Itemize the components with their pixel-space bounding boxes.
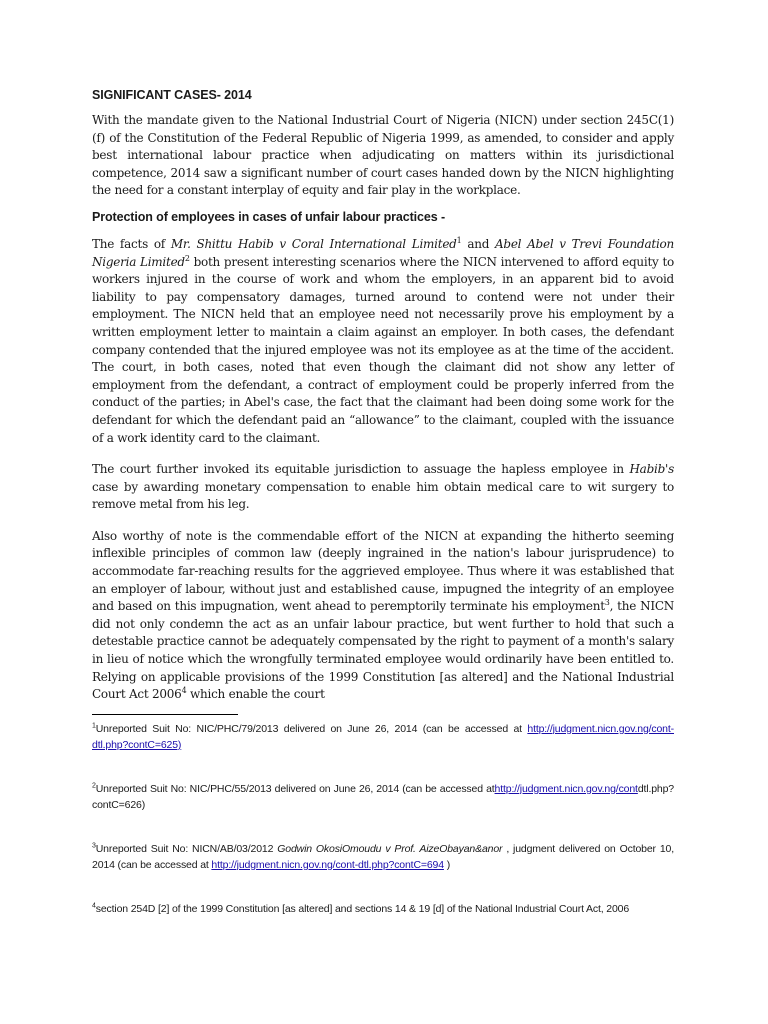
footnote-4: [92, 901, 674, 917]
case-name-abel: Abel Abel v Trevi Foundation Nigeria Limited: [92, 236, 674, 269]
footnote-text: Unreported Suit No: NICN/AB/03/2012: [95, 842, 278, 855]
footnote-2: [92, 781, 674, 813]
footnote-text: , judgment delivered on October 10, 2014 (can be accessed at: [92, 842, 674, 871]
text-run: Also worthy of note is the commendable effort of the NICN at expanding the hitherto seeming inflexible principles of common law (deeply ingrained in the nation's labour jurisprudence) to accommodate far-reaching results for the aggrieved employee. Thus where it was established that an employer of labour, without just and established cause, impugned the integrity of an employee and based on this impugnation, went ahead to peremptorily terminate his employment: [92, 528, 674, 614]
case-name-ref: Habib's: [629, 462, 674, 477]
section-heading: Protection of employees in cases of unfair labour practices -: [92, 209, 446, 224]
paragraph-equitable: [92, 461, 674, 514]
footnote-link-2[interactable]: http://judgment.nicn.gov.ng/cont: [494, 782, 638, 795]
footnote-divider: [92, 714, 238, 715]
footnote-number: 4: [92, 902, 96, 910]
text-run: The facts of: [92, 236, 171, 251]
text-run: both present interesting scenarios where the NICN intervened to afford equity to workers injured in the course of work and whom the employers, in an apparent bid to avoid liability to pay compensatory damages, turned around to contend were not under their employment. The NICN held that an employee need not necessarily prove his employment by a written employment letter to maintain a claim against an employer. In both cases, the defendant company contended that the injured employee was not its employee as at the time of the accident. The court, in both cases, noted that even though the claimant did not show any letter of employment from the defendant, a contract of employment could be properly inferred from the conduct of the parties; in Abel's case, the fact that the claimant had been doing some work for the defendant for which the defendant paid an “allowance” to the claimant, coupled with the issuance of a work identity card to the claimant.: [92, 254, 674, 445]
text-run: , the NICN did not only condemn the act as an unfair labour practice, but went further to hold that such a detestable practice cannot be adequately compensated by the right to payment of a month's salary in lieu of notice which the wrongfully terminated employee would ordinarily have been entitled to. Relying on applicable provisions of the 1999 Constitution [as altered] and the National Industrial Court Act 2006: [92, 599, 674, 702]
footnote-3: [92, 841, 674, 873]
footnote-text: section 254D [2] of the 1999 Constitution [as altered] and sections 14 & 19 [d] of the National Industrial Court Act, 2006: [95, 902, 630, 915]
footnote-case-name: Godwin OkosiOmoudu v Prof. AizeObayan&anor: [277, 842, 503, 855]
text-run: and: [461, 236, 495, 251]
footnote-ref-2[interactable]: 2: [184, 253, 190, 263]
footnote-1: [92, 721, 674, 753]
footnote-number: 2: [92, 782, 96, 790]
case-name-habib: Mr. Shittu Habib v Coral International Limited: [170, 236, 457, 251]
footnote-link-1[interactable]: http://judgment.nicn.gov.ng/cont-dtl.php?contC=625): [92, 722, 674, 751]
footnote-ref-1[interactable]: 1: [456, 235, 462, 245]
footnote-ref-4[interactable]: 4: [181, 686, 187, 696]
footnote-text: Unreported Suit No: NIC/PHC/55/2013 delivered on June 26, 2014 (can be accessed at: [95, 782, 495, 795]
footnote-text-tail: dtl.php?contC=626): [92, 782, 674, 811]
paragraph-facts: [92, 236, 674, 447]
footnote-number: 1: [92, 722, 96, 730]
paragraph-common-law: [92, 528, 674, 704]
footnote-link-3[interactable]: http://judgment.nicn.gov.ng/cont-dtl.php?contC=694: [211, 858, 444, 871]
intro-paragraph: With the mandate given to the National Industrial Court of Nigeria (NICN) under section 245C(1)(f) of the Constitution of the Federal Republic of Nigeria 1999, as amended, to consider and apply best international labour practice when adjudicating on matters within its jurisdictional competence, 2014 saw a significant number of court cases handed down by the NICN highlighting the need for a constant interplay of equity and fair play in the workplace.: [92, 113, 674, 198]
footnote-text: Unreported Suit No: NIC/PHC/79/2013 delivered on June 26, 2014 (can be accessed at: [95, 722, 528, 735]
document-page: [92, 88, 674, 917]
text-run: The court further invoked its equitable jurisdiction to assuage the hapless employee in: [92, 462, 630, 477]
footnote-number: 3: [92, 842, 96, 850]
footnote-ref-3[interactable]: 3: [604, 598, 610, 608]
page-title: SIGNIFICANT CASES- 2014: [92, 88, 252, 102]
text-run: which enable the court: [186, 687, 325, 702]
footnote-text-tail: ): [443, 858, 451, 871]
text-run: case by awarding monetary compensation to enable him obtain medical care to wit surgery to remove metal from his leg.: [92, 479, 674, 512]
